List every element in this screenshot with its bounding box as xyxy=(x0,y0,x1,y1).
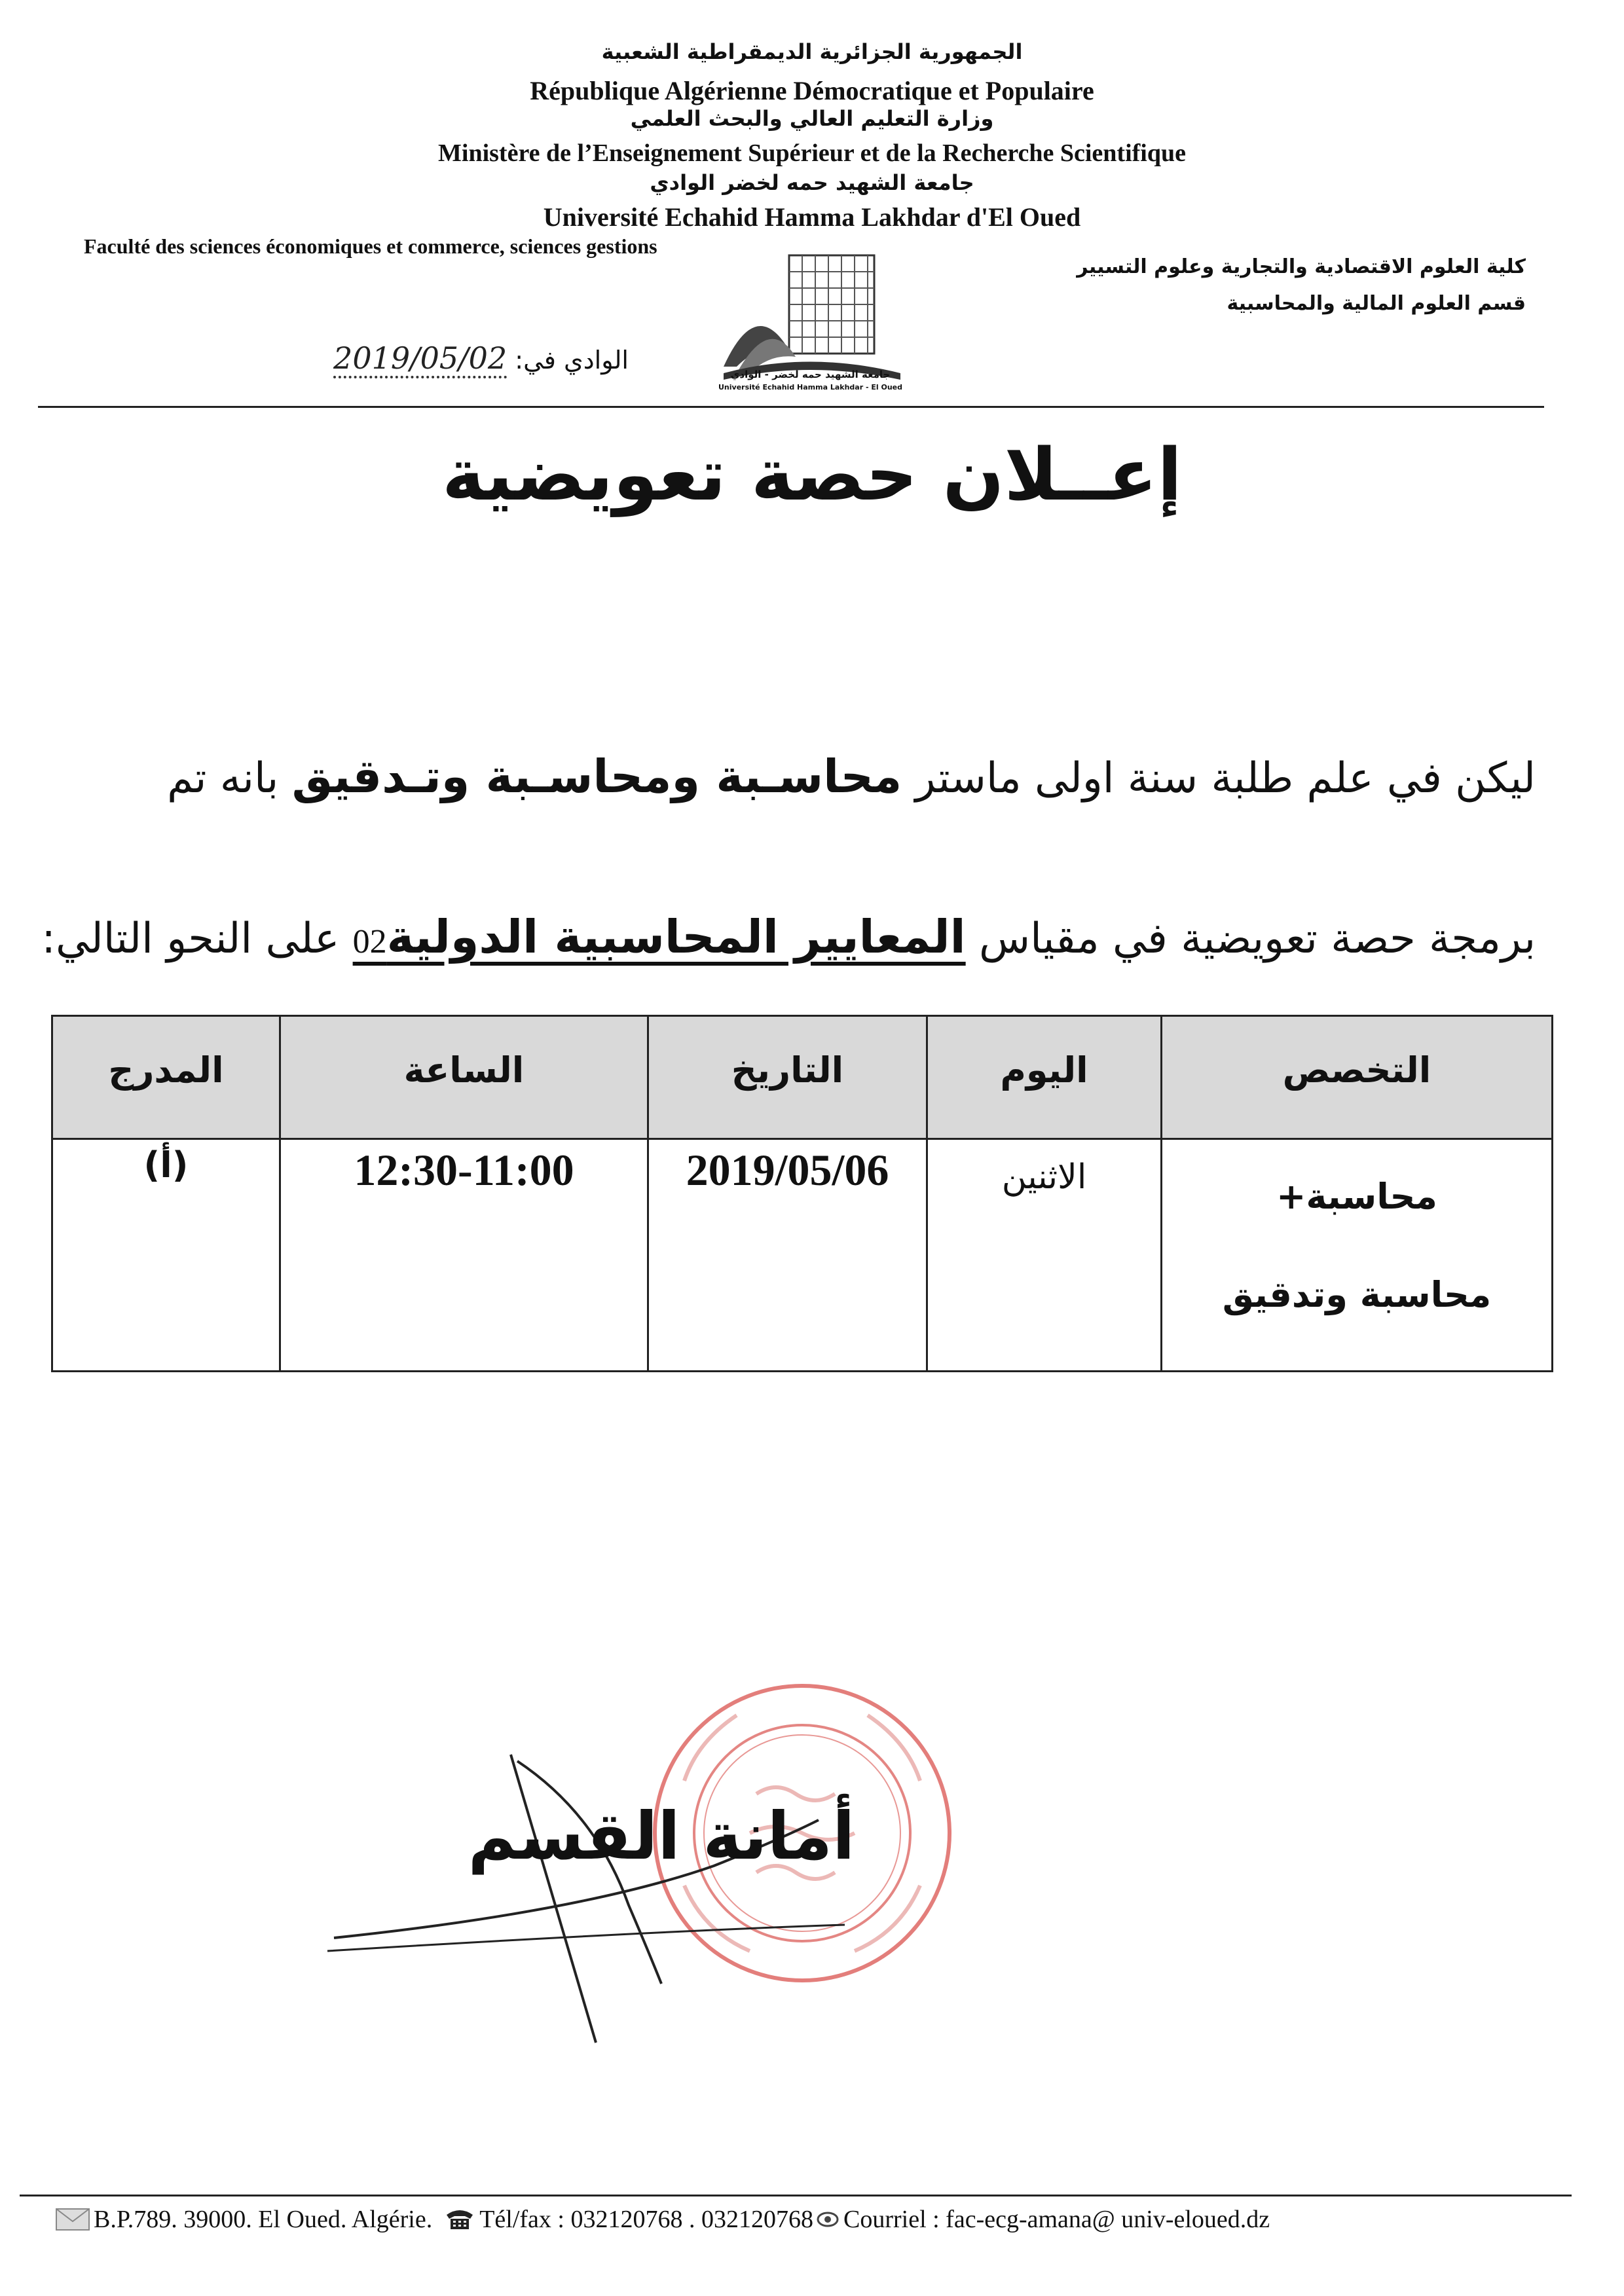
body-line-2 xyxy=(29,910,1536,964)
header-specialty: التخصص xyxy=(1282,1049,1431,1091)
announcement-title: إعــلان حصة تعويضية xyxy=(441,433,1183,517)
logo-caption-fr: Université Echahid Hamma Lakhdar - El Oued xyxy=(718,383,902,392)
schedule-table xyxy=(51,1015,1553,1372)
date-value: 2019/05/02 xyxy=(333,340,507,378)
date-label: الوادي في: xyxy=(515,346,629,374)
header-room: المدرج xyxy=(108,1049,224,1091)
date-line xyxy=(196,340,629,376)
header-date: التاريخ xyxy=(731,1049,844,1091)
footer-tel: Tél/fax : 032120768 . 032120768 xyxy=(479,2206,813,2233)
cell-time: 12:30-11:00 xyxy=(354,1145,574,1195)
university-ar: جامعة الشهيد حمه لخضر الوادي xyxy=(650,170,974,195)
header-day: اليوم xyxy=(1000,1049,1088,1091)
footer-email: Courriel : fac-ecg-amana@ univ-eloued.dz xyxy=(843,2206,1270,2233)
body-line-2-start: برمجة حصة تعويضية في مقياس xyxy=(979,915,1536,963)
header-time: الساعة xyxy=(403,1049,525,1091)
module-number: 02 xyxy=(352,923,387,960)
footer xyxy=(56,2196,1575,2242)
cell-room: (أ) xyxy=(143,1144,189,1186)
handwritten-signature-icon xyxy=(321,1735,1041,2062)
body-line-2-end: على النحو التالي: xyxy=(41,915,340,963)
faculty-ar-block xyxy=(1028,249,1526,322)
cell-day: الاثنين xyxy=(1001,1157,1087,1197)
ministry-fr: Ministère de l’Enseignement Supérieur et de la Recherche Scientifique xyxy=(438,139,1186,167)
telephone-icon xyxy=(444,2208,475,2231)
university-fr: Université Echahid Hamma Lakhdar d'El Oued xyxy=(543,202,1081,232)
faculty-fr: Faculté des sciences économiques et commerce, sciences gestions xyxy=(84,234,657,258)
republic-ar: الجمهورية الجزائرية الديمقراطية الشعبية xyxy=(601,39,1023,64)
cell-date: 2019/05/06 xyxy=(686,1145,889,1195)
body-line-1-end: بانه تم xyxy=(167,754,279,803)
footer-address: B.P.789. 39000. El Oued. Algérie. xyxy=(94,2206,433,2233)
republic-fr: République Algérienne Démocratique et Populaire xyxy=(530,76,1094,105)
logo-caption-ar: جامعة الشهيد حمه لخضر - الوادي xyxy=(730,369,891,380)
email-icon xyxy=(816,2208,840,2231)
specialty-line-2: محاسبة وتدقيق xyxy=(1222,1274,1492,1315)
body-line-1 xyxy=(29,750,1536,803)
department-ar: قسم العلوم المالية والمحاسبية xyxy=(1227,292,1526,315)
specialty-line-1: محاسبة+ xyxy=(1276,1176,1437,1217)
ministry-ar: وزارة التعليم العالي والبحث العلمي xyxy=(630,106,994,131)
envelope-icon xyxy=(56,2208,90,2231)
signature-label: أمانة القسم xyxy=(468,1798,855,1874)
header-divider xyxy=(38,406,1544,408)
program-name: محاسـبة ومحاسـبة وتـدقيق xyxy=(291,750,902,803)
body-line-1-start: ليكن في علم طلبة سنة اولى ماستر xyxy=(915,754,1536,803)
module-name: المعايير المحاسبية الدولية xyxy=(386,910,966,964)
cell-specialty xyxy=(1162,1148,1551,1344)
faculty-ar: كلية العلوم الاقتصادية والتجارية وعلوم التسيير xyxy=(1077,255,1526,278)
